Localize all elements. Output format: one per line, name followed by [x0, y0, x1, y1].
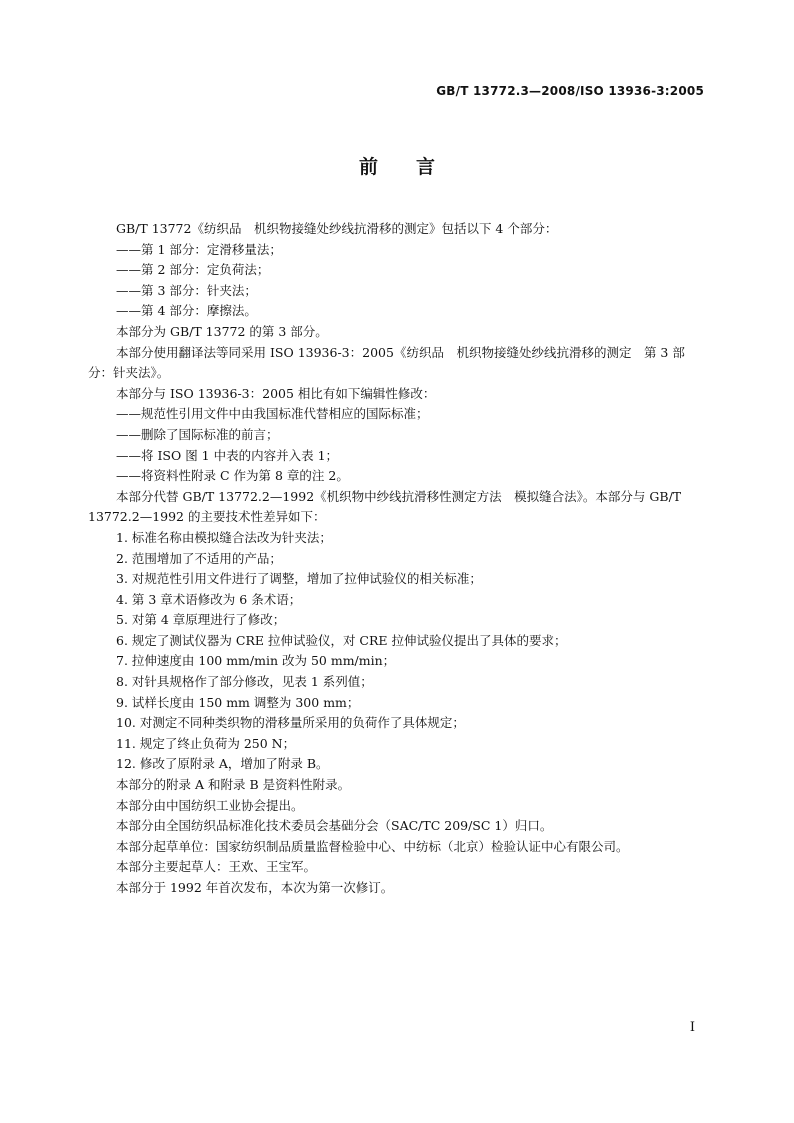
list-item-editorial-4: ——将资料性附录 C 作为第 8 章的注 2。	[116, 468, 349, 484]
paragraph-drafting-units: 本部分起草单位：国家纺织制品质量监督检验中心、中纺标（北京）检验认证中心有限公司。	[116, 838, 629, 854]
list-item-diff-12: 12. 修改了原附录 A，增加了附录 B。	[116, 756, 329, 772]
paragraph-editorial-changes: 本部分与 ISO 13936-3：2005 相比有如下编辑性修改：	[116, 385, 436, 401]
list-item-diff-7: 7. 拉伸速度由 100 mm/min 改为 50 mm/min；	[116, 653, 396, 669]
list-item-diff-10: 10. 对测定不同种类织物的滑移量所采用的负荷作了具体规定；	[116, 715, 465, 731]
list-item-part-3: ——第 3 部分：针夹法；	[116, 282, 257, 298]
list-item-diff-1: 1. 标准名称由模拟缝合法改为针夹法；	[116, 529, 332, 545]
paragraph-managed-by: 本部分由全国纺织品标准化技术委员会基础分会（SAC/TC 209/SC 1）归口。	[116, 818, 553, 834]
paragraph-this-part: 本部分为 GB/T 13772 的第 3 部分。	[116, 323, 328, 339]
list-item-diff-3: 3. 对规范性引用文件进行了调整，增加了拉伸试验仪的相关标准；	[116, 571, 482, 587]
paragraph-drafters: 本部分主要起草人：王欢、王宝军。	[116, 859, 317, 875]
list-item-diff-5: 5. 对第 4 章原理进行了修改；	[116, 612, 286, 628]
paragraph-adoption: 本部分使用翻译法等同采用 ISO 13936-3：2005《纺织品 机织物接缝处纱线抗滑移的测定 第 3 部分：针夹法》。	[88, 344, 685, 381]
foreword-body	[88, 219, 706, 899]
paragraph-replaces: 本部分代替 GB/T 13772.2—1992《机织物中纱线抗滑移性测定方法 模拟缝合法》。本部分与 GB/T 13772.2—1992 的主要技术性差异如下：	[88, 488, 682, 525]
list-item-diff-2: 2. 范围增加了不适用的产品；	[116, 550, 282, 566]
list-item-diff-4: 4. 第 3 章术语修改为 6 条术语；	[116, 591, 302, 607]
paragraph-intro: GB/T 13772《纺织品 机织物接缝处纱线抗滑移的测定》包括以下 4 个部分：	[116, 221, 558, 236]
page-number: I	[689, 1020, 695, 1035]
paragraph-history: 本部分于 1992 年首次发布，本次为第一次修订。	[116, 880, 394, 895]
list-item-diff-8: 8. 对针具规格作了部分修改，见表 1 系列值；	[116, 674, 373, 690]
list-item-part-4: ——第 4 部分：摩擦法。	[116, 303, 257, 319]
list-item-diff-11: 11. 规定了终止负荷为 250 N；	[116, 735, 296, 751]
standard-code-header: GB/T 13772.3—2008/ISO 13936-3:2005	[436, 84, 704, 98]
list-item-part-1: ——第 1 部分：定滑移量法；	[116, 241, 282, 257]
list-item-editorial-3: ——将 ISO 图 1 中表的内容并入表 1；	[116, 447, 339, 463]
list-item-part-2: ——第 2 部分：定负荷法；	[116, 262, 270, 278]
list-item-diff-9: 9. 试样长度由 150 mm 调整为 300 mm；	[116, 694, 360, 710]
list-item-editorial-1: ——规范性引用文件中由我国标准代替相应的国际标准；	[116, 406, 429, 422]
paragraph-proposed-by: 本部分由中国纺织工业协会提出。	[116, 797, 304, 813]
list-item-diff-6: 6. 规定了测试仪器为 CRE 拉伸试验仪，对 CRE 拉伸试验仪提出了具体的要求；	[116, 632, 567, 648]
list-item-editorial-2: ——删除了国际标准的前言；	[116, 426, 279, 442]
page-title: 前言	[358, 156, 473, 178]
paragraph-annexes: 本部分的附录 A 和附录 B 是资料性附录。	[116, 777, 351, 793]
